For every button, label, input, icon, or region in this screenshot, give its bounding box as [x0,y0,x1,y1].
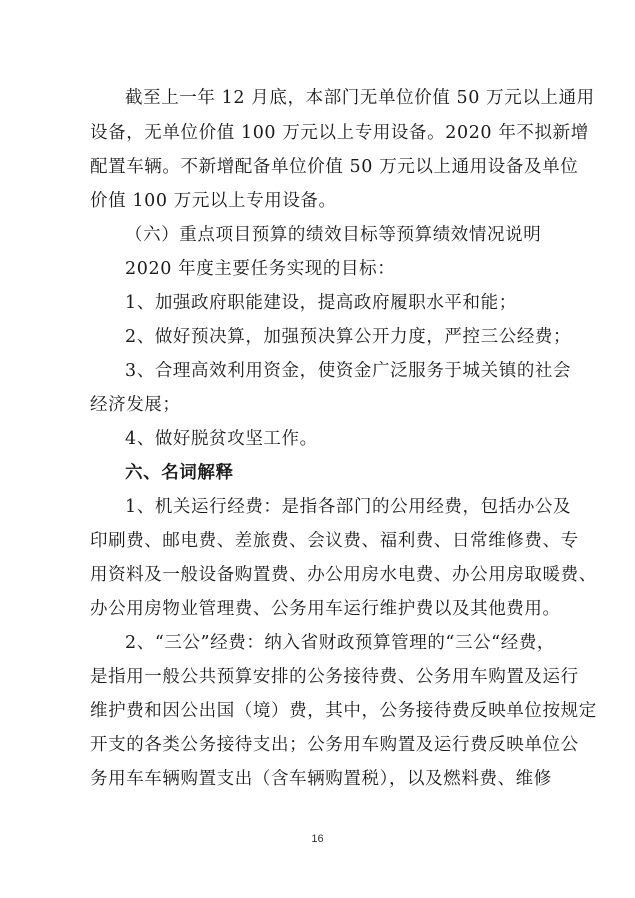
section-heading-performance: （六）重点项目预算的绩效目标等预算绩效情况说明 [125,225,542,245]
page-number: 16 [311,833,324,845]
glossary-item-1-line-1: 1、机关运行经费：是指各部门的公用经费，包括办公及 [125,497,572,517]
glossary-item-2-line-1: 2、“三公”经费：纳入省财政预算管理的“三公“经费， [125,633,556,653]
paragraph-equipment-line-3: 配置车辆。不新增配备单位价值 50 万元以上通用设备及单位 [90,157,579,177]
goals-intro: 2020 年度主要任务实现的目标： [125,259,396,279]
goal-item-1: 1、加强政府职能建设，提高政府履职水平和能； [125,293,517,313]
glossary-item-1-line-4: 办公用房物业管理费、公务用车运行维护费以及其他费用。 [90,599,561,619]
glossary-item-1-line-2: 印刷费、邮电费、差旅费、会议费、福利费、日常维修费、专 [90,531,579,551]
paragraph-equipment-line-4: 价值 100 万元以上专用设备。 [90,191,337,211]
glossary-item-2-line-3: 维护费和因公出国（境）费，其中，公务接待费反映单位按规定 [90,701,597,721]
goal-item-4: 4、做好脱贫攻坚工作。 [125,429,318,449]
goal-item-3-line-2: 经济发展； [90,395,181,415]
glossary-item-2-line-2: 是指用一般公共预算安排的公务接待费、公务用车购置及运行 [90,667,579,687]
goal-item-3-line-1: 3、合理高效利用资金，使资金广泛服务于城关镇的社会 [125,361,572,381]
goal-item-2: 2、做好预决算，加强预决算公开力度，严控三公经费； [125,327,572,347]
paragraph-equipment-line-2: 设备，无单位价值 100 万元以上专用设备。2020 年不拟新增 [90,123,589,143]
glossary-item-1-line-3: 用资料及一般设备购置费、办公用房水电费、办公用房取暖费、 [90,565,597,585]
glossary-item-2-line-4: 开支的各类公务接待支出；公务用车购置及运行费反映单位公 [90,735,579,755]
paragraph-equipment-line-1: 截至上一年 12 月底，本部门无单位价值 50 万元以上通用 [125,88,595,108]
glossary-item-2-line-5: 务用车车辆购置支出（含车辆购置税），以及燃料费、维修 [90,769,552,789]
section-heading-glossary: 六、名词解释 [125,463,234,483]
